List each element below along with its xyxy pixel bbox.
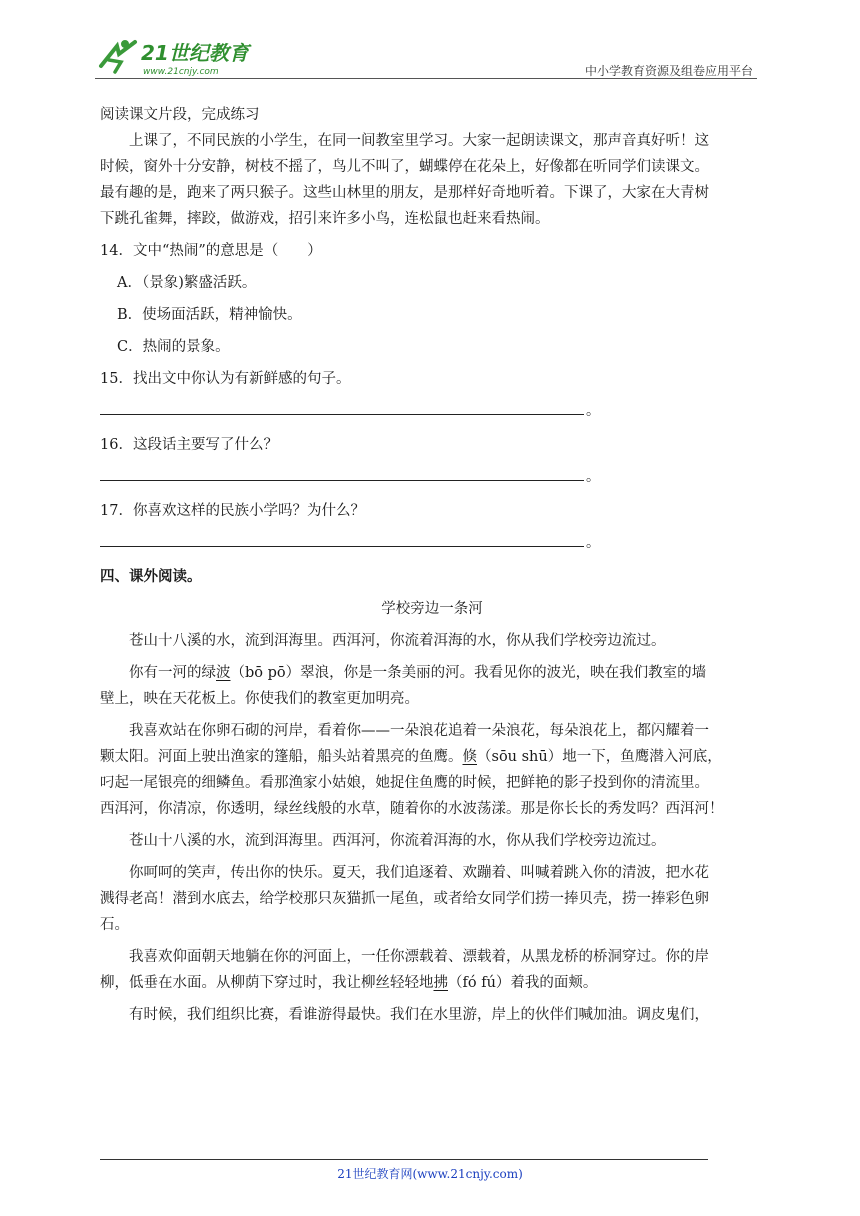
question-14: 14．文中“热闹”的意思是（ ） [100,243,322,259]
underlined-char: 倏 [462,749,477,765]
period: 。 [586,535,600,551]
answer-blank-17[interactable] [100,524,764,558]
answer-line [100,480,584,481]
story-paragraph: 你呵呵的笑声，传出你的快乐。夏天，我们追逐着、欢蹦着、叫喊着跳入你的清波，把水花 [129,865,709,881]
story-paragraph: 苍山十八溪的水，流到洱海里。西洱河，你流着洱海的水，你从我们学校旁边流过。 [129,633,666,649]
story-paragraph: 你有一河的绿波（bō pō）翠浪，你是一条美丽的河。我看见你的波光，映在我们教室的墙 [129,665,707,681]
story-line: 壁上，映在天花板上。你使我们的教室更加明亮。 [100,691,419,707]
story-paragraph: 我喜欢站在你卵石砌的河岸，看着你——一朵浪花追着一朵浪花，每朵浪花上，都闪耀着一 [129,723,709,739]
header-divider [95,78,757,79]
story-line: 西洱河，你清凉，你透明，绿丝线般的水草，随着你的水波荡漾。那是你长长的秀发吗？西洱河！ [100,801,724,817]
story-title: 学校旁边一条河 [381,601,483,617]
answer-blank-16[interactable] [100,458,764,492]
story-line: 颗太阳。河面上驶出渔家的篷船，船头站着黑亮的鱼鹰。倏（sōu shū）地一下，鱼鹰潜入河底， [100,749,722,765]
page-header [95,30,757,80]
passage-line: 最有趣的是，跑来了两只猴子。这些山林里的朋友，是那样好奇地听着。下课了，大家在大青树 [100,185,709,201]
question-15: 15．找出文中你认为有新鲜感的句子。 [100,371,351,387]
passage-line: 时候，窗外十分安静，树枝不摇了，鸟儿不叫了，蝴蝶停在花朵上，好像都在听同学们读课文。 [100,159,709,175]
period: 。 [586,403,600,419]
story-paragraph: 苍山十八溪的水，流到洱海里。西洱河，你流着洱海的水，你从我们学校旁边流过。 [129,833,666,849]
question-17: 17．你喜欢这样的民族小学吗？为什么？ [100,503,365,519]
footer-divider [100,1159,708,1160]
underlined-char: 波 [216,665,231,681]
option-b: B．使场面活跃，精神愉快。 [117,307,302,323]
answer-line [100,414,584,415]
logo-url: www.21cnjy.com [143,67,219,77]
option-c: C．热闹的景象。 [117,339,230,355]
section-heading: 四、课外阅读。 [100,569,202,585]
story-paragraph: 我喜欢仰面朝天地躺在你的河面上，一任你漂载着、漂载着，从黑龙桥的桥洞穿过。你的岸 [129,949,709,965]
story-paragraph: 有时候，我们组织比赛，看谁游得最快。我们在水里游，岸上的伙伴们喊加油。调皮鬼们， [129,1007,709,1023]
option-a: A．（景象)繁盛活跃。 [117,275,257,291]
question-16: 16．这段话主要写了什么？ [100,437,278,453]
story-line: 石。 [100,917,129,933]
document-body [100,102,764,1028]
passage-line: 下跳孔雀舞，摔跤，做游戏，招引来许多小鸟，连松鼠也赶来看热闹。 [100,211,550,227]
logo-icon [95,36,265,78]
answer-line [100,546,584,547]
intro-text: 阅读课文片段，完成练习 [100,107,260,123]
platform-name: 中小学教育资源及组卷应用平台 [584,64,753,78]
page-footer[interactable]: 21世纪教育网(www.21cnjy.com) [337,1167,523,1181]
story-line: 柳，低垂在水面。从柳荫下穿过时，我让柳丝轻轻地拂（fó fú）着我的面颊。 [100,975,598,991]
passage-line: 上课了，不同民族的小学生，在同一间教室里学习。大家一起朗读课文，那声音真好听！这 [129,133,709,149]
story-line: 叼起一尾银亮的细鳞鱼。看那渔家小姑娘，她捉住鱼鹰的时候，把鲜艳的影子投到你的清流里。 [100,775,709,791]
story-line: 溅得老高！潜到水底去，给学校那只灰猫抓一尾鱼，或者给女同学们捞一捧贝壳，捞一捧彩色卵 [100,891,709,907]
period: 。 [586,469,600,485]
logo-text: 21世纪教育 [141,41,249,65]
underlined-char: 拂 [433,975,448,991]
answer-blank-15[interactable] [100,392,764,426]
